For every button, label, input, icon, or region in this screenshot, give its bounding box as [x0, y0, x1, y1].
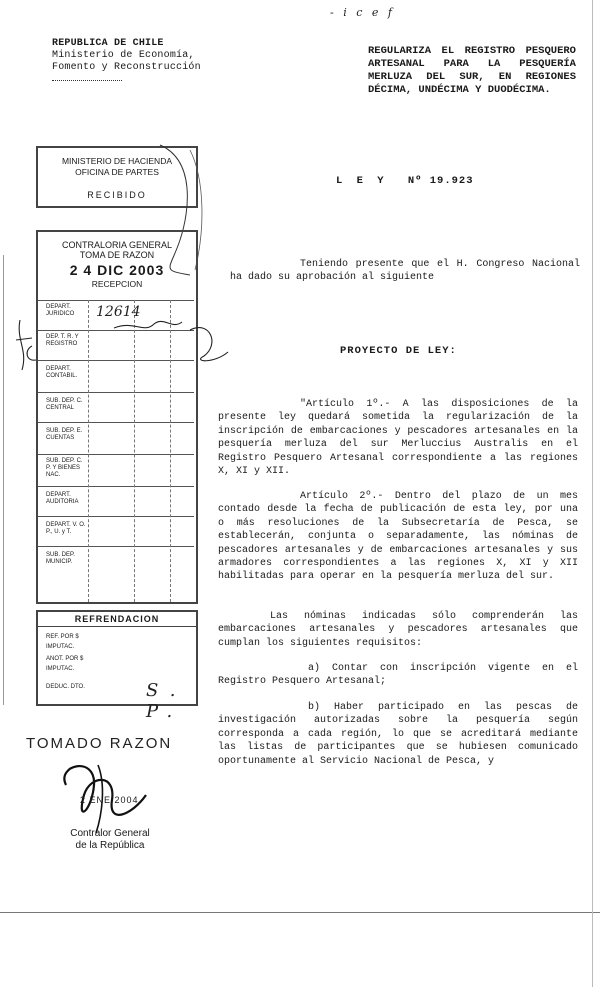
intro-text: Teniendo presente que el H. Congreso Nacional ha dado su aprobación al siguiente — [230, 259, 580, 284]
stamp-reception-date: 2 4 DIC 2003 — [69, 262, 165, 278]
country-line: REPUBLICA DE CHILE — [52, 38, 164, 49]
requirement-b — [218, 701, 578, 768]
refrendacion-label: DEDUC. DTO. — [46, 684, 85, 690]
requirements-paragraph — [218, 610, 578, 650]
requirement-a — [218, 662, 578, 689]
stamp-row-label: SUB. DEP. C. CENTRAL — [46, 398, 83, 411]
ministry-line: Ministerio de Economía, — [52, 50, 195, 61]
contralor-institution: de la República — [75, 840, 145, 851]
document-subject: REGULARIZA EL REGISTRO PESQUERO ARTESANAL PARA LA PESQUERÍA MERLUZA DEL SUR, EN REGIONES DÉCIMA, UNDÉCIMA Y DUODÉCIMA. — [368, 45, 576, 96]
stamp-contraloria-title — [38, 232, 196, 260]
law-label: L E Y — [336, 175, 388, 187]
stamp-ministry: MINISTERIO DE HACIENDA — [61, 156, 173, 166]
stamp-row-label: SUB. DEP. C. P. Y BIENES NAC. — [46, 458, 83, 478]
article-1-text: "Artículo 1º.- A las disposiciones de la presente ley quedará sometida la regularización de la inscripción de embarcaciones y pescadores artesanales en la pesquería merluza del sur Merluccius Australis en el Registro Pesquero Artesanal correspondiente a las regiones X, XI y XII. — [218, 399, 578, 478]
stamp-office: OFICINA DE PARTES — [75, 167, 159, 177]
stamp-row-label: DEPART. CONTABIL. — [46, 366, 78, 379]
intro-paragraph — [230, 258, 580, 285]
refrendacion-label: ANOT. POR $ — [46, 656, 84, 662]
scan-edge-line — [3, 255, 4, 705]
stamp-row-label: SUB. DEP. E. CUENTAS — [46, 428, 83, 441]
stamp-row-label: DEPART. V. O. P., U. y T. — [46, 522, 86, 535]
tomado-razon-date: 2 ENE 2004 — [80, 795, 139, 805]
tomado-razon-stamp: TOMADO RAZON — [26, 735, 173, 752]
stamp-row-label: DEPART. AUDITORIA — [46, 492, 79, 505]
article-2 — [218, 490, 578, 584]
stamp-row-label: SUB. DEP. MUNICIP. — [46, 552, 75, 565]
handwritten-reference-number: 12614 — [96, 304, 141, 320]
refrendacion-label: REF. POR $ — [46, 634, 79, 640]
stamp-received: RECIBIDO — [87, 190, 147, 200]
stamp-row-label: DEP. T. R. Y REGISTRO — [46, 334, 79, 347]
refrendacion-initials: S. P. — [146, 680, 188, 722]
refrendacion-stamp — [36, 610, 198, 722]
article-2-text: Artículo 2º.- Dentro del plazo de un mes contado desde la fecha de publicación de esta ley, por una o más resoluciones de la Subsecretaría de Pesca, se establecerán, conjunta o separadamente, las nóminas de pescadores artesanales y de embarcaciones artesanales y sus armadores correspondientes a las regiones X, XI y XII habilitadas para operar en la pesquería merluza del sur. — [218, 491, 578, 583]
contralor-signature-block — [40, 828, 180, 852]
law-number: Nº 19.923 — [407, 175, 474, 187]
proyecto-heading: PROYECTO DE LEY: — [340, 345, 457, 357]
contralor-title: Contralor General — [70, 828, 150, 839]
scan-right-edge — [592, 0, 593, 987]
refrendacion-label: IMPUTAC. — [46, 644, 75, 650]
law-number-heading — [336, 175, 474, 187]
refrendacion-label: IMPUTAC. — [46, 666, 75, 672]
ministry-line-2: Fomento y Reconstrucción — [52, 62, 201, 73]
stamp-contraloria-line1: CONTRALORIA GENERAL — [61, 240, 173, 250]
handwritten-note: - i c e f — [330, 6, 395, 19]
contraloria-stamp — [36, 230, 198, 604]
page-bottom-edge — [0, 912, 600, 913]
requirements-text: Las nóminas indicadas sólo comprenderán las embarcaciones artesanales y pescadores artesanales que cumplan los siguientes requisitos: — [218, 611, 578, 649]
stamp-reception-label: RECEPCION — [91, 279, 143, 289]
stamp-contraloria-line2: TOMA DE RAZON — [79, 250, 155, 260]
stamp-row-label: DEPART. JURIDICO — [46, 304, 75, 317]
requirement-a-text: a) Contar con inscripción vigente en el Registro Pesquero Artesanal; — [218, 663, 578, 688]
header-divider — [52, 80, 122, 81]
handwritten-scribbles — [14, 300, 234, 390]
requirement-b-text: b) Haber participado en las pescas de investigación autorizadas sobre la pesquería según corresponda a cada región, lo que se acreditará mediante las listas de participantes que se hubiesen comunicado oportunamente al Servicio Nacional de Pesca, y — [218, 702, 578, 767]
article-1 — [218, 398, 578, 478]
institution-header — [52, 38, 201, 81]
refrendacion-title: REFRENDACION — [38, 612, 196, 627]
